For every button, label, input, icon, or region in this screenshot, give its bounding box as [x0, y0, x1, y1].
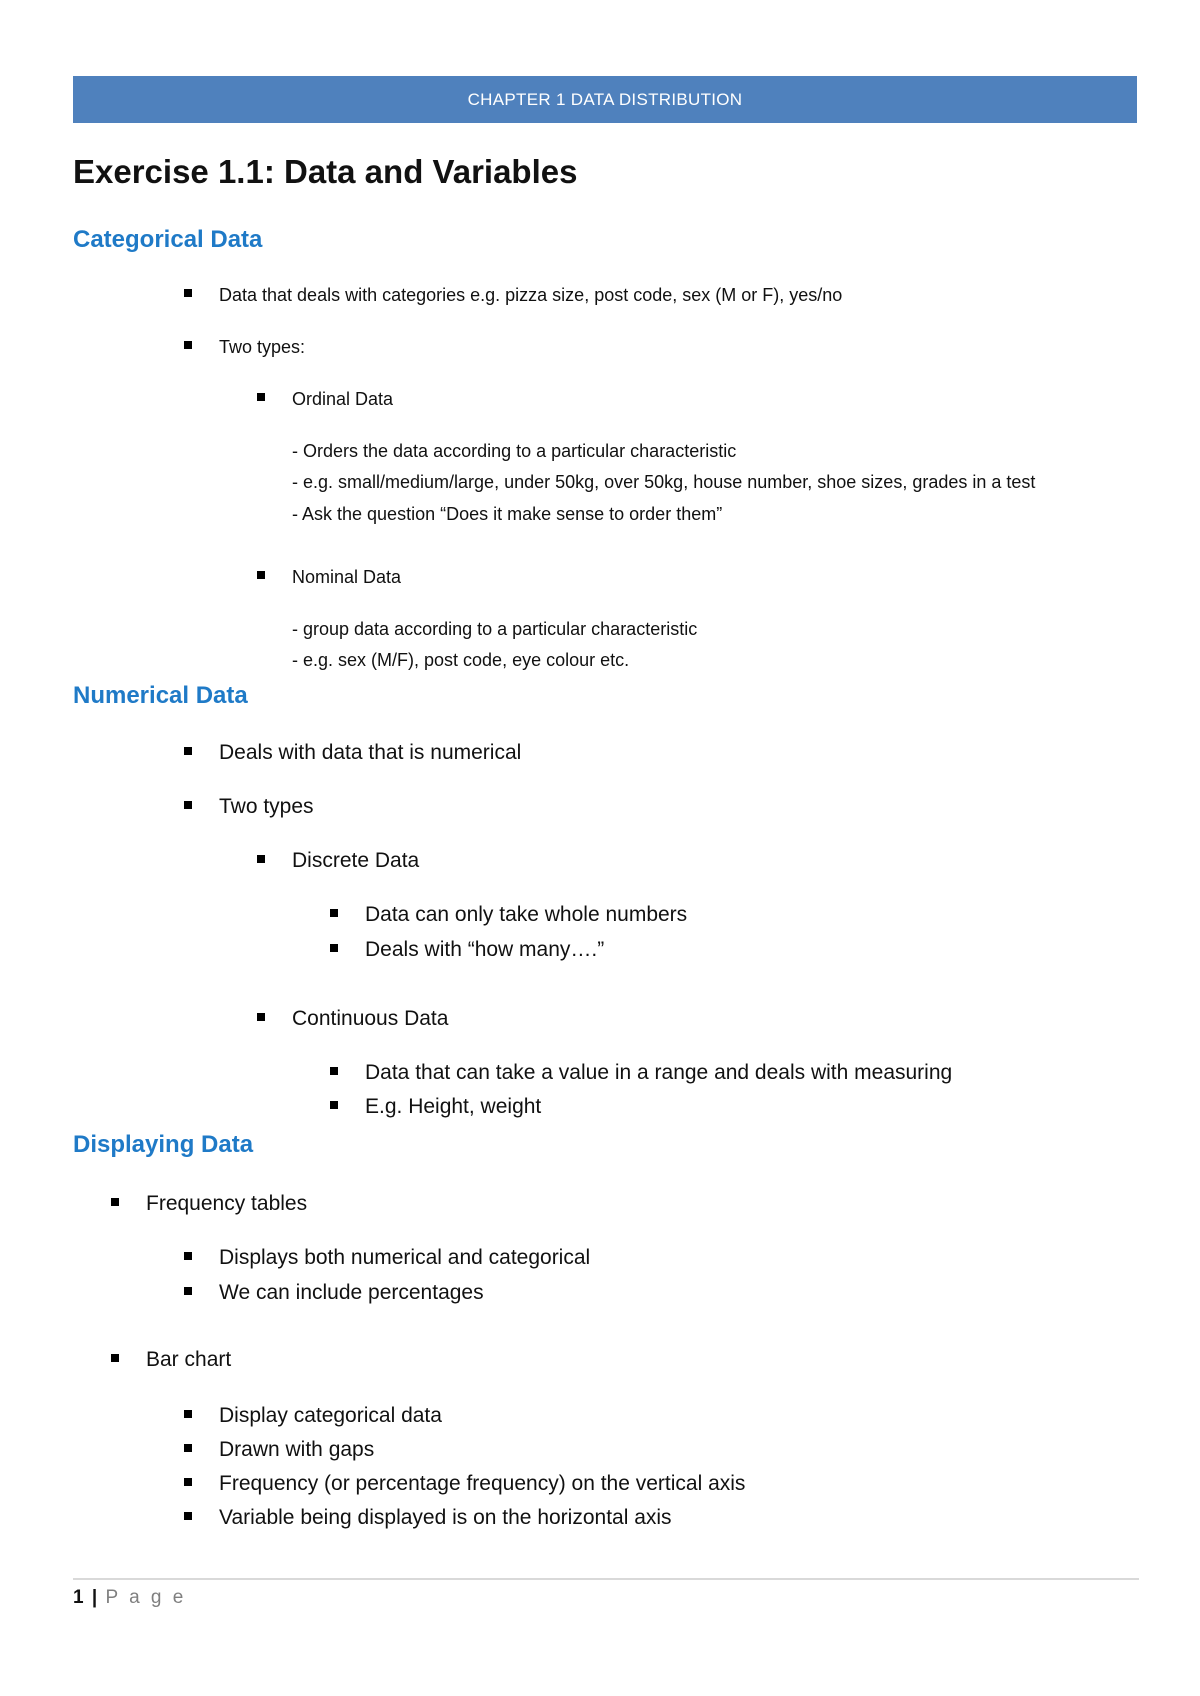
bullet-icon [330, 1101, 338, 1109]
bullet-icon [111, 1354, 119, 1362]
bar-item-4: Variable being displayed is on the horizontal axis [219, 1506, 672, 1529]
chapter-title: CHAPTER 1 DATA DISTRIBUTION [467, 89, 743, 109]
nominal-line-2: - e.g. sex (M/F), post code, eye colour etc. [292, 650, 630, 670]
categorical-bullet-1: Data that deals with categories e.g. pizza size, post code, sex (M or F), yes/no [219, 285, 843, 305]
page-title: Exercise 1.1: Data and Variables [73, 153, 578, 190]
bar-item-2: Drawn with gaps [219, 1438, 375, 1461]
heading-numerical: Numerical Data [73, 682, 248, 709]
bullet-icon [184, 1287, 192, 1295]
ordinal-line-2: - e.g. small/medium/large, under 50kg, over 50kg, house number, shoe sizes, grades in a test [292, 472, 1036, 492]
numerical-bullet-2: Two types [219, 795, 314, 818]
bullet-icon [184, 1444, 192, 1452]
nominal-line-1: - group data according to a particular characteristic [292, 619, 698, 639]
footer-separator: | [91, 1587, 98, 1608]
heading-categorical: Categorical Data [73, 226, 263, 253]
frequency-tables-label: Frequency tables [146, 1192, 308, 1215]
freq-item-2: We can include percentages [219, 1281, 484, 1304]
categorical-bullet-2: Two types: [219, 337, 306, 357]
bullet-icon [111, 1198, 119, 1206]
bullet-icon [184, 747, 192, 755]
continuous-item-2: E.g. Height, weight [365, 1095, 542, 1118]
heading-displaying: Displaying Data [73, 1131, 254, 1158]
continuous-label: Continuous Data [292, 1007, 449, 1030]
ordinal-line-3: - Ask the question “Does it make sense to order them” [292, 504, 723, 524]
page-word: P a g e [105, 1587, 187, 1608]
chapter-header [73, 76, 1137, 123]
bar-item-3: Frequency (or percentage frequency) on the vertical axis [219, 1472, 746, 1495]
page-footer [73, 1587, 186, 1609]
discrete-item-2: Deals with “how many….” [365, 938, 605, 961]
bullet-icon [184, 341, 192, 349]
bullet-icon [184, 289, 192, 297]
continuous-item-1: Data that can take a value in a range and deals with measuring [365, 1061, 953, 1084]
bullet-icon [257, 1013, 265, 1021]
bullet-icon [184, 1478, 192, 1486]
bullet-icon [257, 855, 265, 863]
bullet-icon [330, 909, 338, 917]
discrete-item-1: Data can only take whole numbers [365, 903, 688, 926]
page-number: 1 [73, 1587, 84, 1608]
bullet-icon [184, 1512, 192, 1520]
freq-item-1: Displays both numerical and categorical [219, 1246, 591, 1269]
bar-item-1: Display categorical data [219, 1404, 442, 1427]
ordinal-line-1: - Orders the data according to a particular characteristic [292, 441, 737, 461]
discrete-label: Discrete Data [292, 849, 420, 872]
bullet-icon [184, 1252, 192, 1260]
footer-divider [73, 1578, 1139, 1580]
bullet-icon [257, 393, 265, 401]
bullet-icon [257, 571, 265, 579]
bullet-icon [184, 1410, 192, 1418]
nominal-label: Nominal Data [292, 567, 402, 587]
bar-chart-label: Bar chart [146, 1348, 232, 1371]
numerical-bullet-1: Deals with data that is numerical [219, 741, 522, 764]
ordinal-label: Ordinal Data [292, 389, 394, 409]
bullet-icon [184, 801, 192, 809]
bullet-icon [330, 1067, 338, 1075]
bullet-icon [330, 944, 338, 952]
